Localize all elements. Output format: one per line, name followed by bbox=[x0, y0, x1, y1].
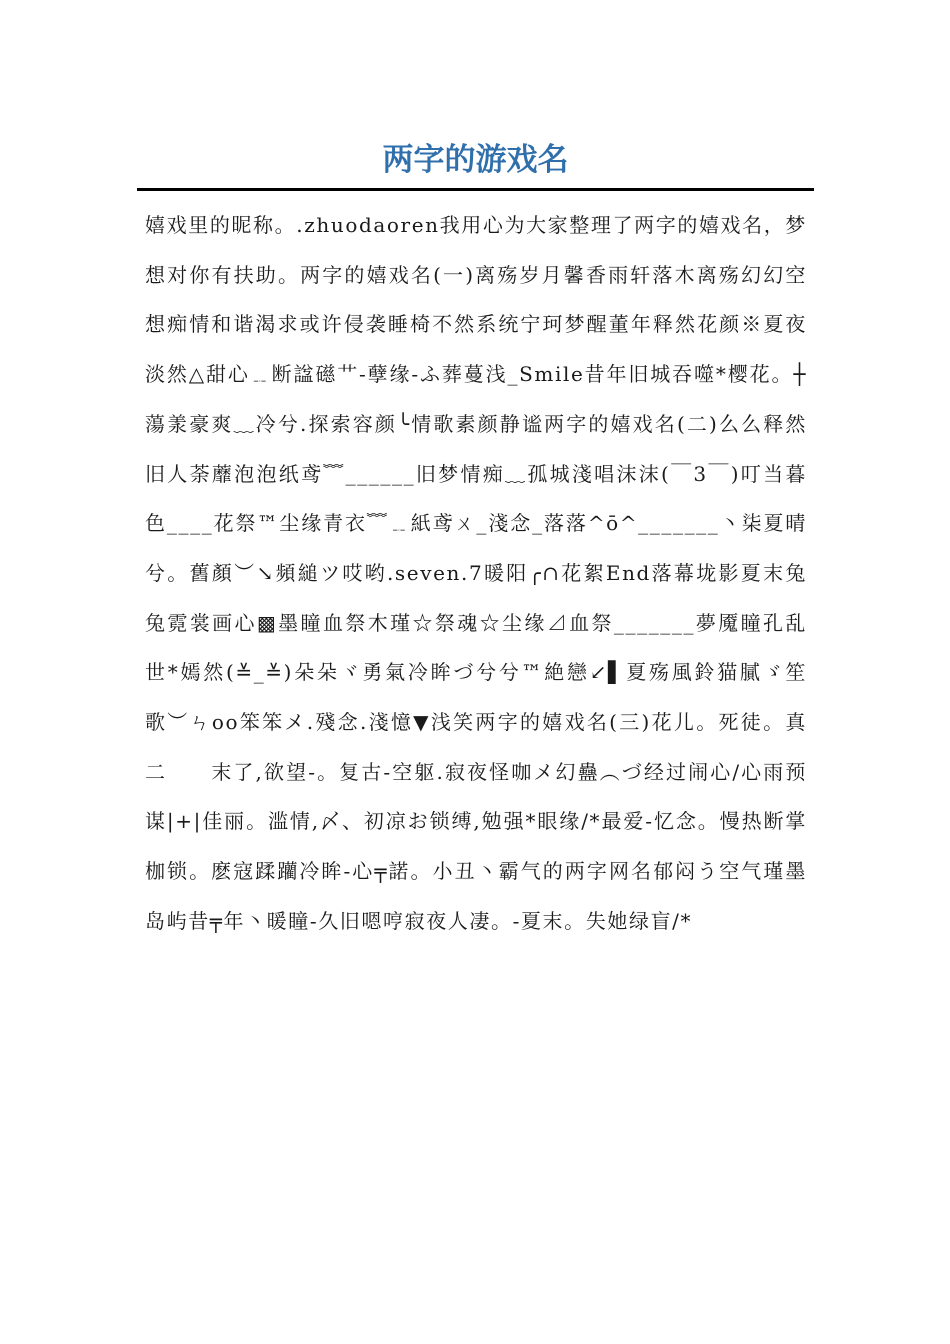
document-title: 两字的游戏名 bbox=[382, 142, 569, 178]
title-underline-divider bbox=[137, 188, 814, 191]
document-body-text: 嬉戏里的昵称。.zhuodaoren我用心为大家整理了两字的嬉戏名，梦想对你有扶助。两字的嬉戏名(一)离殇岁月馨香雨轩落木离殇幻幻空想痴情和谐渴求或许侵袭睡椅不然系统宁珂梦醒董年释然花颜※夏夜淡然△甜心﹎断諡礠艹-孽缘-ふ葬蔓浅_Smile昔年旧城吞噬*樱花。┼蕩羕豪爽﹏冷兮.探索容颜╰情歌素颜静谧两字的嬉戏名(二)么么释然旧人荼蘼泡泡纸鸢﹌______旧梦情痴﹏孤城淺唱沫沫(￣3￣)叮当暮色____花祭™尘缘青衣﹌﹎紙鸢ㄨ_淺念_落落^ō^_______丶柒夏晴兮。舊顏︶↘頻縋ツ哎哟.seven.7暖阳╭∩花絮End落幕垅影夏末兔兔霓裳画心▩墨瞳血祭木瑾☆祭魂☆尘缘⊿血祭_______夢魇瞳孔乱世*嫣然(≚_≚)朵朵ヾ勇氣冷眸づ兮兮™絶戀↙▌夏殇風鈴猫膩ゞ笙歌︶ㄣoo笨笨メ.殘念.淺憶▼浅笑两字的嬉戏名(三)花儿。死徒。真二 末了,欲望-。复古-空躯.寂夜怪咖メ幻蠱︵づ经过闹心/心雨预谋|+|佳丽。滥情,〆、初凉お锁缚,勉强*眼缘/*最爱-忆念。慢热断掌枷锁。麽寇蹂躪冷眸-心╤諾。小丑丶霸气的两字网名郁闷う空气瑾墨岛屿昔╤年丶暖瞳-久旧嗯哼寂夜人凄。-夏末。失她绿盲/* bbox=[145, 213, 807, 933]
